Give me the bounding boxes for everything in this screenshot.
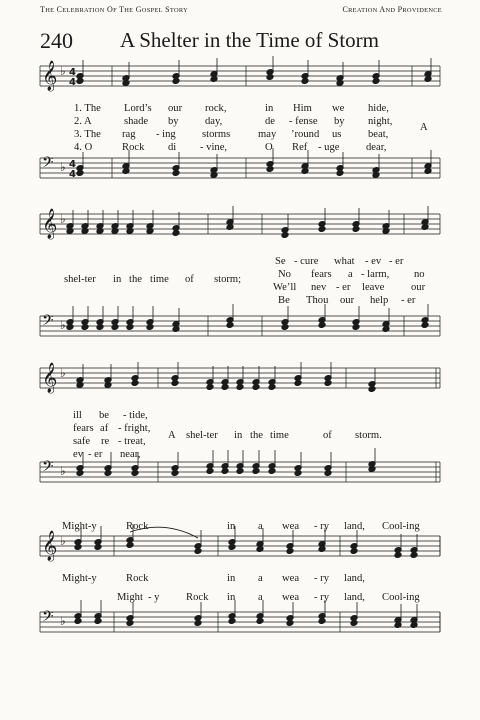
note-head: [66, 228, 74, 235]
lyric: Cool-ing: [382, 592, 420, 603]
lyric: help: [370, 295, 389, 306]
lyric: - y: [148, 592, 160, 603]
note-head: [382, 326, 390, 333]
lyric: ill: [73, 410, 82, 421]
note-head: [410, 622, 418, 629]
note-head: [372, 172, 380, 179]
lyric: Him: [293, 103, 312, 114]
note-head: [172, 230, 180, 237]
note-head: [368, 386, 376, 393]
note-head: [122, 80, 130, 87]
note-head: [76, 78, 84, 85]
note-head: [268, 384, 276, 391]
lyric: no: [414, 269, 425, 280]
note-head: [236, 468, 244, 475]
note-head: [352, 324, 360, 331]
note-head: [256, 546, 264, 553]
note-head: [126, 620, 134, 627]
lyric: di: [168, 142, 177, 153]
note-head: [206, 468, 214, 475]
note-head: [194, 620, 202, 627]
treble-clef-icon: 𝄞: [42, 209, 58, 239]
lyric: time: [270, 430, 289, 441]
lyric: storms: [202, 129, 231, 140]
lyric: Might-y: [62, 521, 97, 532]
note-head: [372, 78, 380, 85]
lyric: rock,: [205, 103, 227, 114]
staff: [40, 154, 440, 180]
treble-clef-icon: 𝄞: [42, 531, 58, 561]
time-signature-icon: 4: [69, 77, 76, 88]
note-head: [350, 620, 358, 627]
lyric: fears: [73, 423, 94, 434]
lyric: in: [227, 573, 236, 584]
note-head: [146, 228, 154, 235]
note-head: [94, 544, 102, 551]
running-header-left-text: THE CELEBRATION OF THE GOSPEL STORY: [40, 5, 189, 14]
note-head: [66, 324, 74, 331]
lyric: wea: [282, 573, 300, 584]
hymn-title: A Shelter in the Time of Storm: [120, 28, 380, 52]
flat-icon: ♭: [60, 160, 66, 174]
note-head: [286, 548, 294, 555]
lyric: our: [411, 282, 426, 293]
note-head: [172, 326, 180, 333]
note-head: [318, 618, 326, 625]
note-head: [336, 80, 344, 87]
flat-icon: ♭: [60, 366, 66, 380]
note-head: [281, 232, 289, 239]
note-head: [382, 228, 390, 235]
note-head: [146, 324, 154, 331]
note-head: [301, 78, 309, 85]
lyric: the: [129, 274, 142, 285]
note-head: [126, 542, 134, 549]
time-signature-icon: 4: [69, 67, 76, 78]
lyric: land,: [344, 521, 365, 532]
note-head: [424, 168, 432, 175]
time-signature-icon: 4: [69, 159, 76, 170]
lyric: nev: [311, 282, 327, 293]
lyric: Rock: [186, 592, 209, 603]
staff: [40, 60, 440, 92]
bass-clef-icon: 𝄢: [42, 154, 54, 175]
lyric: Lord’s: [124, 103, 152, 114]
note-head: [76, 170, 84, 177]
lyric: Be: [278, 295, 290, 306]
lyric: be: [99, 410, 109, 421]
lyric: land,: [344, 573, 365, 584]
lyric: our: [340, 295, 355, 306]
lyric: hide,: [368, 103, 389, 114]
lyric: - cure: [294, 256, 319, 267]
lyric: re: [101, 436, 110, 447]
note-head: [126, 324, 134, 331]
note-head: [228, 618, 236, 625]
note-head: [104, 382, 112, 389]
lyric: in: [234, 430, 243, 441]
note-head: [424, 76, 432, 83]
note-head: [318, 322, 326, 329]
lyric: we: [332, 103, 345, 114]
note-head: [94, 618, 102, 625]
lyric: night,: [368, 116, 393, 127]
lyric: shel-ter: [186, 430, 218, 441]
running-header-right-text: CREATION AND PROVIDENCE: [342, 5, 442, 14]
lyric: - ry: [314, 573, 330, 584]
time-signature-icon: 4: [69, 169, 76, 180]
note-head: [81, 324, 89, 331]
note-head: [111, 228, 119, 235]
note-head: [394, 622, 402, 629]
lyric: storm.: [355, 430, 382, 441]
note-head: [172, 170, 180, 177]
lyric: day,: [205, 116, 223, 127]
lyric: No: [278, 269, 291, 280]
note-head: [96, 324, 104, 331]
lyric: by: [334, 116, 345, 127]
note-head: [74, 544, 82, 551]
lyric: rag: [122, 129, 136, 140]
note-head: [266, 166, 274, 173]
note-head: [281, 324, 289, 331]
lyric: ’round: [291, 129, 320, 140]
lyric: Se: [275, 256, 286, 267]
lyric: Ref: [292, 142, 308, 153]
lyric: - tide,: [123, 410, 148, 421]
lyric: us: [332, 129, 342, 140]
note-head: [324, 470, 332, 477]
note-head: [76, 382, 84, 389]
note-head: [394, 552, 402, 559]
lyric: - larm,: [361, 269, 390, 280]
note-head: [368, 466, 376, 473]
lyric: - ry: [314, 592, 330, 603]
lyric: by: [168, 116, 179, 127]
treble-clef-icon: 𝄞: [42, 61, 58, 91]
lyric: 1. The: [74, 103, 101, 114]
lyric: a: [348, 269, 353, 280]
lyric: wea: [282, 521, 300, 532]
lyric: of: [323, 430, 332, 441]
lyric: of: [185, 274, 194, 285]
note-head: [131, 380, 139, 387]
bass-clef-icon: 𝄢: [42, 458, 54, 479]
lyric: 3. The: [74, 129, 101, 140]
lyric: shade: [124, 116, 149, 127]
note-head: [171, 470, 179, 477]
lyric: dear,: [366, 142, 387, 153]
note-head: [256, 618, 264, 625]
lyric: time: [150, 274, 169, 285]
lyric: af: [100, 423, 109, 434]
note-head: [126, 228, 134, 235]
lyric: fears: [311, 269, 332, 280]
lyric: in: [265, 103, 274, 114]
lyric: what: [334, 256, 355, 267]
note-head: [318, 546, 326, 553]
lyric: - er: [389, 256, 404, 267]
note-head: [122, 168, 130, 175]
note-head: [74, 618, 82, 625]
flat-icon: ♭: [60, 64, 66, 78]
lyric: a: [258, 592, 263, 603]
lyric: - vine,: [200, 142, 228, 153]
lyric: may: [258, 129, 277, 140]
lyric: - ev: [365, 256, 382, 267]
bass-clef-icon: 𝄢: [42, 312, 54, 333]
lyric: in: [227, 521, 236, 532]
note-head: [228, 544, 236, 551]
note-head: [172, 78, 180, 85]
note-head: [81, 228, 89, 235]
note-head: [350, 548, 358, 555]
flat-icon: ♭: [60, 614, 66, 628]
lyric: the: [250, 430, 263, 441]
note-head: [104, 470, 112, 477]
lyric: beat,: [368, 129, 389, 140]
lyric: near,: [120, 449, 141, 460]
note-head: [294, 380, 302, 387]
note-head: [194, 548, 202, 555]
lyric-pickup: A: [420, 122, 428, 133]
note-head: [252, 468, 260, 475]
flat-icon: ♭: [60, 464, 66, 478]
lyric: A: [168, 430, 176, 441]
lyric: - treat,: [118, 436, 146, 447]
lyric: - fright,: [118, 423, 151, 434]
lyric: 2. A: [74, 116, 92, 127]
note-head: [210, 172, 218, 179]
note-head: [76, 470, 84, 477]
lyric: in: [113, 274, 122, 285]
lyric: - uge: [318, 142, 340, 153]
lyric: safe: [73, 436, 91, 447]
note-head: [210, 76, 218, 83]
lyric: land,: [344, 592, 365, 603]
lyric: Cool-ing: [382, 521, 420, 532]
note-head: [226, 224, 234, 231]
lyric: We’ll: [273, 282, 297, 293]
lyric: a: [258, 573, 263, 584]
lyric: 4. O: [74, 142, 93, 153]
note-head: [294, 470, 302, 477]
treble-clef-icon: 𝄞: [42, 363, 58, 393]
lyric: shel-ter: [64, 274, 96, 285]
note-head: [318, 226, 326, 233]
note-head: [131, 470, 139, 477]
note-head: [324, 380, 332, 387]
note-head: [421, 224, 429, 231]
lyric: Thou: [306, 295, 329, 306]
flat-icon: ♭: [60, 318, 66, 332]
lyric: ev: [73, 449, 83, 460]
lyric: - er: [336, 282, 351, 293]
lyric: in: [227, 592, 236, 603]
flat-icon: ♭: [60, 212, 66, 226]
note-head: [221, 384, 229, 391]
note-head: [252, 384, 260, 391]
lyric: - fense: [289, 116, 318, 127]
hymn-number: 240: [40, 28, 73, 53]
note-head: [221, 468, 229, 475]
note-head: [352, 226, 360, 233]
note-head: [96, 228, 104, 235]
note-head: [421, 322, 429, 329]
lyric: storm;: [214, 274, 242, 285]
lyric: - er: [401, 295, 416, 306]
lyric: a: [258, 521, 263, 532]
note-head: [226, 322, 234, 329]
bass-clef-icon: 𝄢: [42, 608, 54, 629]
note-head: [171, 380, 179, 387]
lyric: wea: [282, 592, 300, 603]
lyric: leave: [362, 282, 385, 293]
lyric: de: [265, 116, 275, 127]
lyric: Rock: [122, 142, 145, 153]
note-head: [286, 620, 294, 627]
lyric: Rock: [126, 573, 149, 584]
note-head: [111, 324, 119, 331]
note-head: [236, 384, 244, 391]
note-head: [410, 552, 418, 559]
lyric: our: [168, 103, 183, 114]
note-head: [206, 384, 214, 391]
note-head: [266, 74, 274, 81]
note-head: [336, 170, 344, 177]
flat-icon: ♭: [60, 534, 66, 548]
lyric: Rock: [126, 521, 149, 532]
note-head: [301, 168, 309, 175]
lyric: O: [265, 142, 273, 153]
lyric: Might-y: [62, 573, 97, 584]
note-head: [268, 468, 276, 475]
lyric: - ry: [314, 521, 330, 532]
lyric: Might: [117, 592, 143, 603]
lyric: - ing: [156, 129, 176, 140]
lyric: - er: [88, 449, 103, 460]
